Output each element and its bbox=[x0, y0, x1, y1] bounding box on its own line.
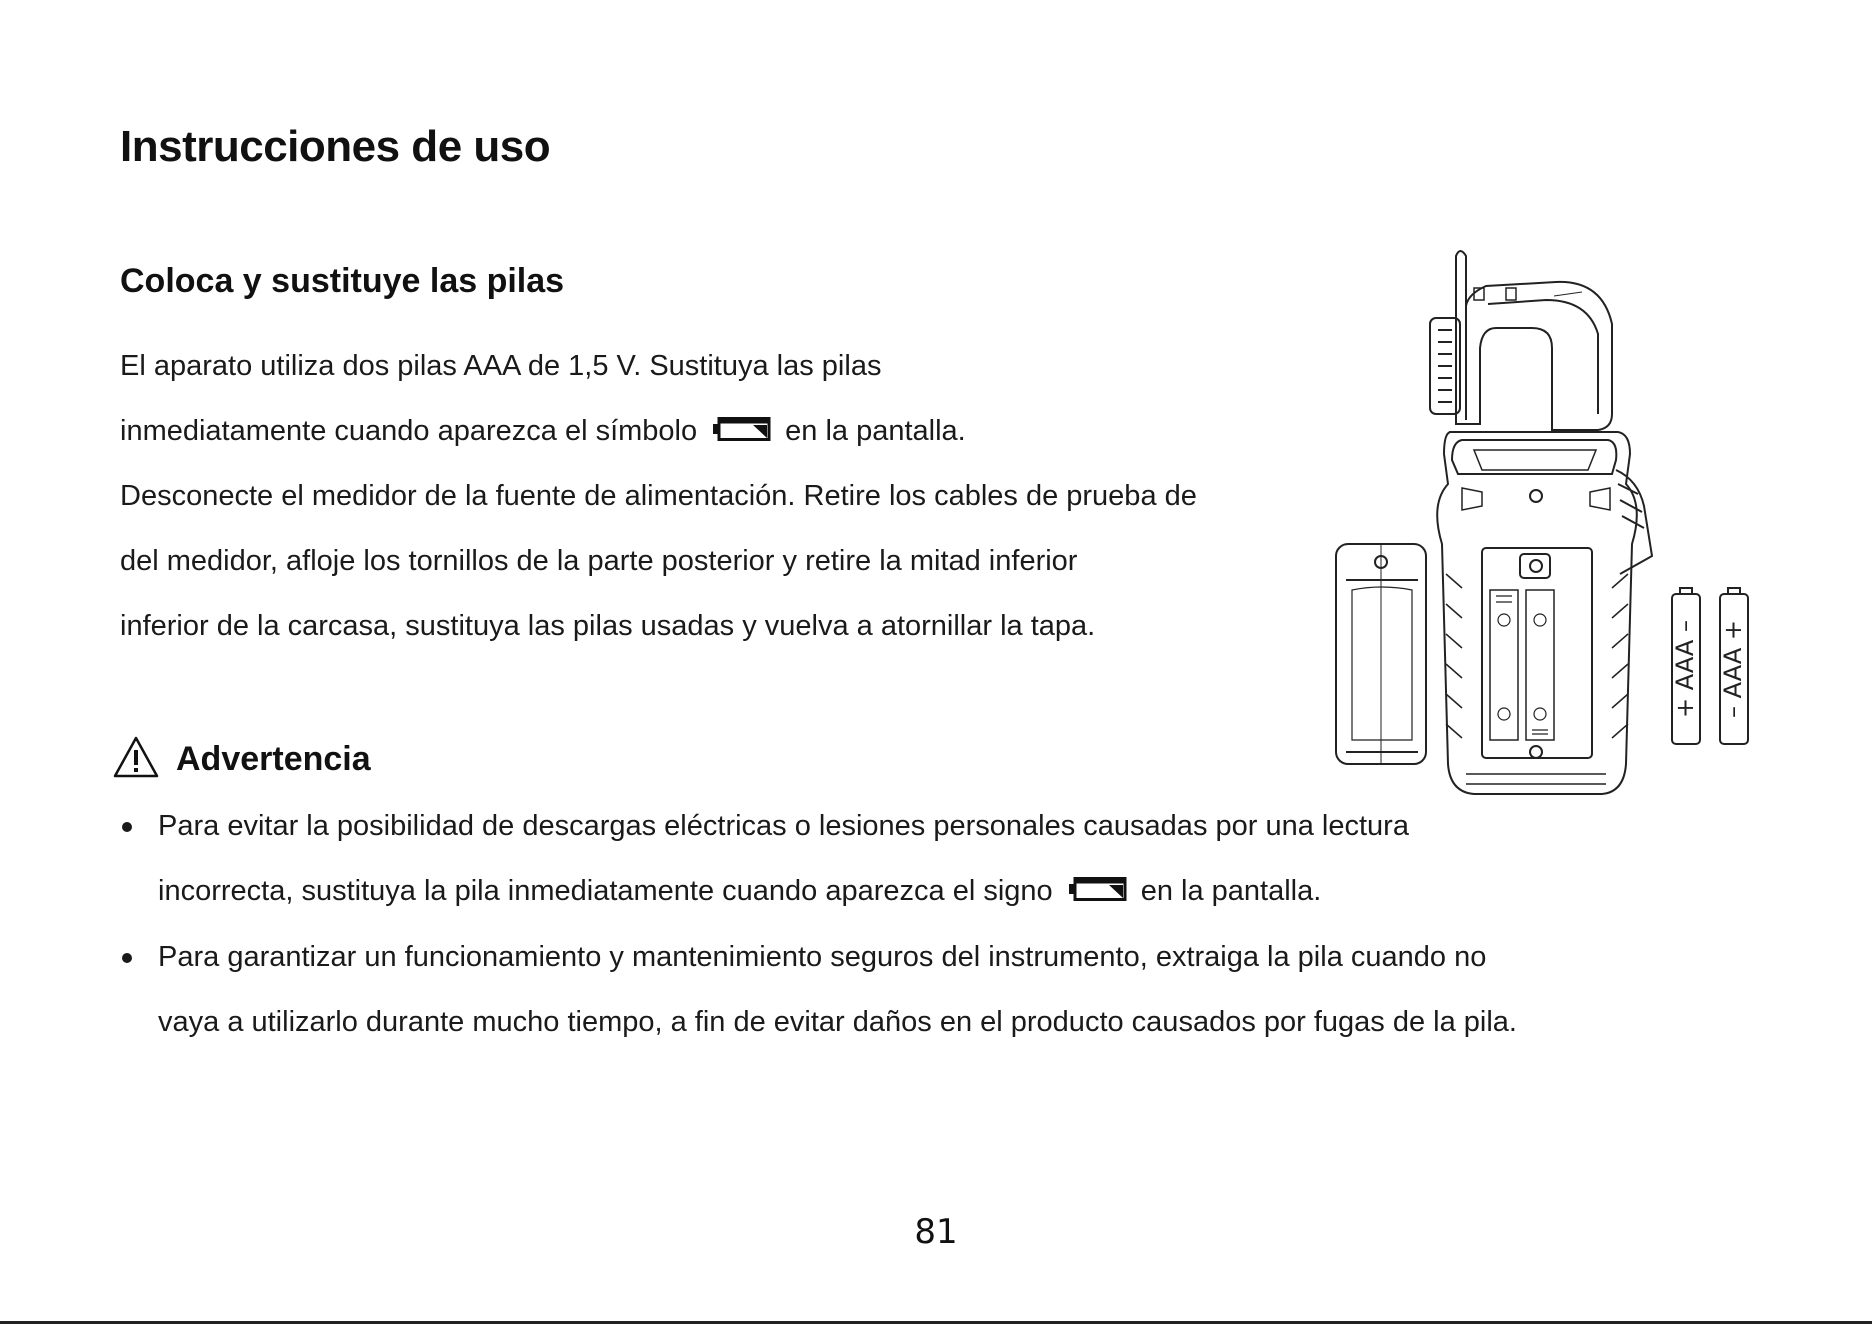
low-battery-icon bbox=[713, 417, 771, 441]
clamp-meter-illustration bbox=[1326, 244, 1766, 809]
paragraph-line-5: inferior de la carcasa, sustituya las pilas usadas y vuelva a atornillar la tapa. bbox=[120, 610, 1096, 642]
bullet-2-line-1: Para garantizar un funcionamiento y mantenimiento seguros del instrumento, extraiga la pila cuando no bbox=[158, 941, 1487, 973]
paragraph-line-2-start: inmediatamente cuando aparezca el símbolo bbox=[120, 415, 698, 447]
paragraph-line-2 bbox=[120, 413, 966, 449]
bullet-1-line-1: Para evitar la posibilidad de descargas eléctricas o lesiones personales causadas por una lectura bbox=[158, 810, 1409, 842]
warning-heading: Advertencia bbox=[176, 739, 371, 778]
battery-cover bbox=[1336, 544, 1426, 764]
paragraph-line-4: del medidor, afloje los tornillos de la parte posterior y retire la mitad inferior bbox=[120, 545, 1078, 577]
warning-triangle-icon bbox=[112, 735, 160, 784]
bullet-1-line-2-end: en la pantalla. bbox=[1140, 875, 1322, 907]
bullet-1-line-2 bbox=[158, 873, 1321, 909]
paragraph-line-2-end: en la pantalla. bbox=[785, 415, 966, 447]
warning-heading-row bbox=[112, 734, 371, 784]
page-number: 81 bbox=[914, 1212, 958, 1252]
low-battery-icon bbox=[1069, 877, 1127, 901]
meter-body bbox=[1437, 432, 1652, 794]
bullet-dot-2 bbox=[122, 953, 132, 963]
section-heading: Coloca y sustituye las pilas bbox=[120, 262, 565, 300]
aaa-battery-1 bbox=[1671, 588, 1700, 744]
paragraph-line-1: El aparato utiliza dos pilas AAA de 1,5 V. Sustituya las pilas bbox=[120, 350, 882, 382]
bullet-1-line-2-start: incorrecta, sustituya la pila inmediatamente cuando aparezca el signo bbox=[158, 875, 1053, 907]
aaa-battery-2 bbox=[1719, 588, 1748, 744]
paragraph-line-3: Desconecte el medidor de la fuente de alimentación. Retire los cables de prueba de bbox=[120, 480, 1197, 512]
clamp-jaw bbox=[1430, 251, 1612, 430]
bullet-2-line-2: vaya a utilizarlo durante mucho tiempo, a fin de evitar daños en el producto causados por fugas de la pila. bbox=[158, 1006, 1517, 1038]
battery-label-2: – AAA + bbox=[1719, 620, 1747, 718]
bullet-dot-1 bbox=[122, 822, 132, 832]
page-title: Instrucciones de uso bbox=[120, 122, 551, 171]
battery-label-1: + AAA – bbox=[1671, 620, 1699, 718]
